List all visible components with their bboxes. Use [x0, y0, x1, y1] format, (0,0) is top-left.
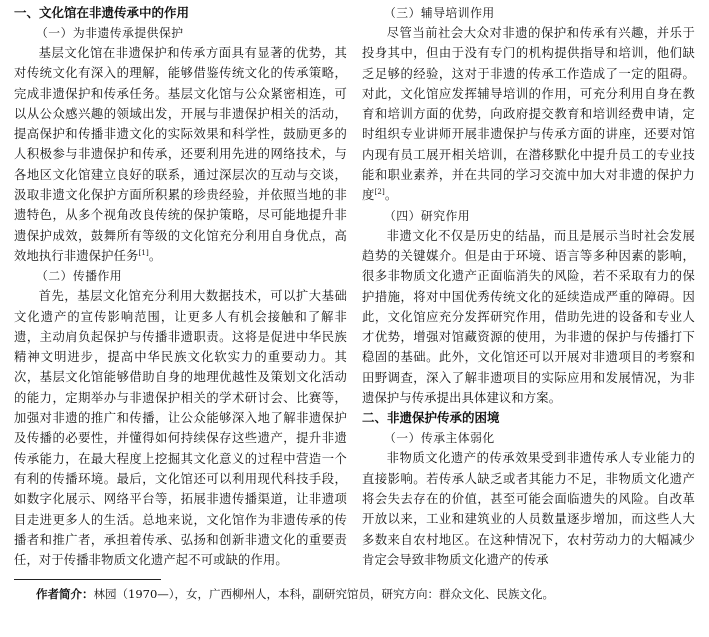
subheading-research: （四）研究作用 [384, 208, 471, 223]
paragraph-protection [14, 43, 347, 266]
subheading-protection: （一）为非遗传承提供保护 [36, 26, 184, 40]
paragraph-dissemination: 首先，基层文化馆充分利用大数据技术，可以扩大基础文化遗产的宣传影响范围，让更多人有机会接触和了解非遗，主动肩负起保护与传播非遗职责。这将是促进中华民族精神文明进步，提高中华民族文化软实力的重要动力。其次，基层文化馆能够借助自身的地理优越性及策划文化活动的能力，定期举办与非遗保护相关的学术研讨会、比赛等，加强对非遗的推广和传播，让公众能够深入地了解非遗保护及传播的必要性，并懂得如何持续保存这些遗产，提升非遗传承能力，在最大程度上挖掘其文化意义的过程中营造一个有利的传播环境。最后，文化馆还可以利用现代科技手段，如数字化展示、网络平台等，拓展非遗传播渠道，让非遗项目走进更多人的生活。总地来说，文化馆作为非遗传承的传播者和推广者，承担着传承、弘扬和创新非遗文化的重要责任，对于传播非物质文化遗产起不可或缺的作用。 [14, 289, 347, 568]
paragraph-research: 非遗文化不仅是历史的结晶，而且是展示当时社会发展趋势的关键媒介。但是由于环境、语言等多种因素的影响，很多非物质文化遗产正面临消失的风险，若不采取有力的保护措施，将对中国优秀传统文化的延续造成严重的障碍。因此，文化馆应充分发挥研究作用，借助先进的设备和专业人才优势，增强对馆藏资源的使用，为非遗的保护与传播打下稳固的基础。此外，文化馆还可以开展对非遗项目的考察和田野调查，深入了解非遗项目的实际应用和发展情况，为非遗保护与传承提出具体建议和方案。 [362, 228, 695, 406]
subheading-training: （三）辅导培训作用 [384, 6, 495, 20]
subheading-dissemination: （二）传播作用 [36, 269, 123, 284]
paragraph-protection-end: 。 [148, 248, 162, 263]
footnote-text: 林园（1970—），女，广西柳州人，本科，副研究馆员，研究方向：群众文化、民族文化。 [93, 587, 555, 601]
citation-1: [1] [138, 248, 149, 257]
paragraph-protection-text: 基层文化馆在非遗保护和传承方面具有显著的优势，其对传统文化有深入的理解，能够借鉴传统文化的传承策略，完成非遗保护和传承任务。基层文化馆与公众紧密相连，可以从公众感兴趣的领域出发，开展与非遗保护相关的活动，提高保护和传播非遗文化的实际效果和科学性，鼓励更多的人积极参与非遗保护和传承，还要利用先进的网络技术，与各地区文化馆建立良好的联系，通过深层次的互动与交谈，汲取非遗文化保护方面所积累的珍贵经验，并依照当地的非遗特色，从多个视角改良传统的保护策略，尽可能地提升非遗保护成效，鼓舞所有等级的文化馆充分利用自身优点，高效地执行非遗保护任务 [14, 46, 347, 263]
author-footnote [36, 586, 554, 602]
subheading-inheritor-weakening: （一）传承主体弱化 [384, 431, 495, 446]
section-heading-2: 二、非遗保护传承的困境 [362, 410, 500, 426]
footnote-divider [14, 579, 161, 580]
paragraph-inheritor-weakening: 非物质文化遗产的传承效果受到非遗传承人专业能力的直接影响。若传承人缺乏或者其能力不足，非物质文化遗产将会失去存在的价值，甚至可能会面临遗失的风险。自改革开放以来，工业和建筑业的人员数量逐步增加，而这些人大多数来自农村地区。在这种情况下，农村劳动力的大幅减少肯定会导致非物质文化遗产的传承 [362, 451, 695, 567]
paragraph-training-text: 尽管当前社会大众对非遗的保护和传承有兴趣，并乐于投身其中，但由于没有专门的机构提供指导和培训，他们缺乏足够的经验，这对于非遗的传承工作造成了一定的阻碍。对此，文化馆应发挥辅导培训的作用，可充分利用自身在教育和培训方面的优势，向政府提交教育和培训经费申请，定时组织专业讲师开展非遗保护与传承方面的讲座，还要对馆内现有员工展开相关培训，在潜移默化中提升员工的专业技能和职业素养，并在共同的学习交流中加大对非遗的保护力度 [362, 26, 695, 203]
right-column [362, 3, 695, 570]
paragraph-training [362, 23, 695, 206]
citation-2: [2] [374, 188, 385, 197]
left-column [14, 3, 347, 570]
paragraph-training-end: 。 [384, 188, 398, 203]
footnote-label: 作者简介： [36, 587, 94, 601]
section-heading-1: 一、文化馆在非遗传承中的作用 [14, 5, 190, 20]
